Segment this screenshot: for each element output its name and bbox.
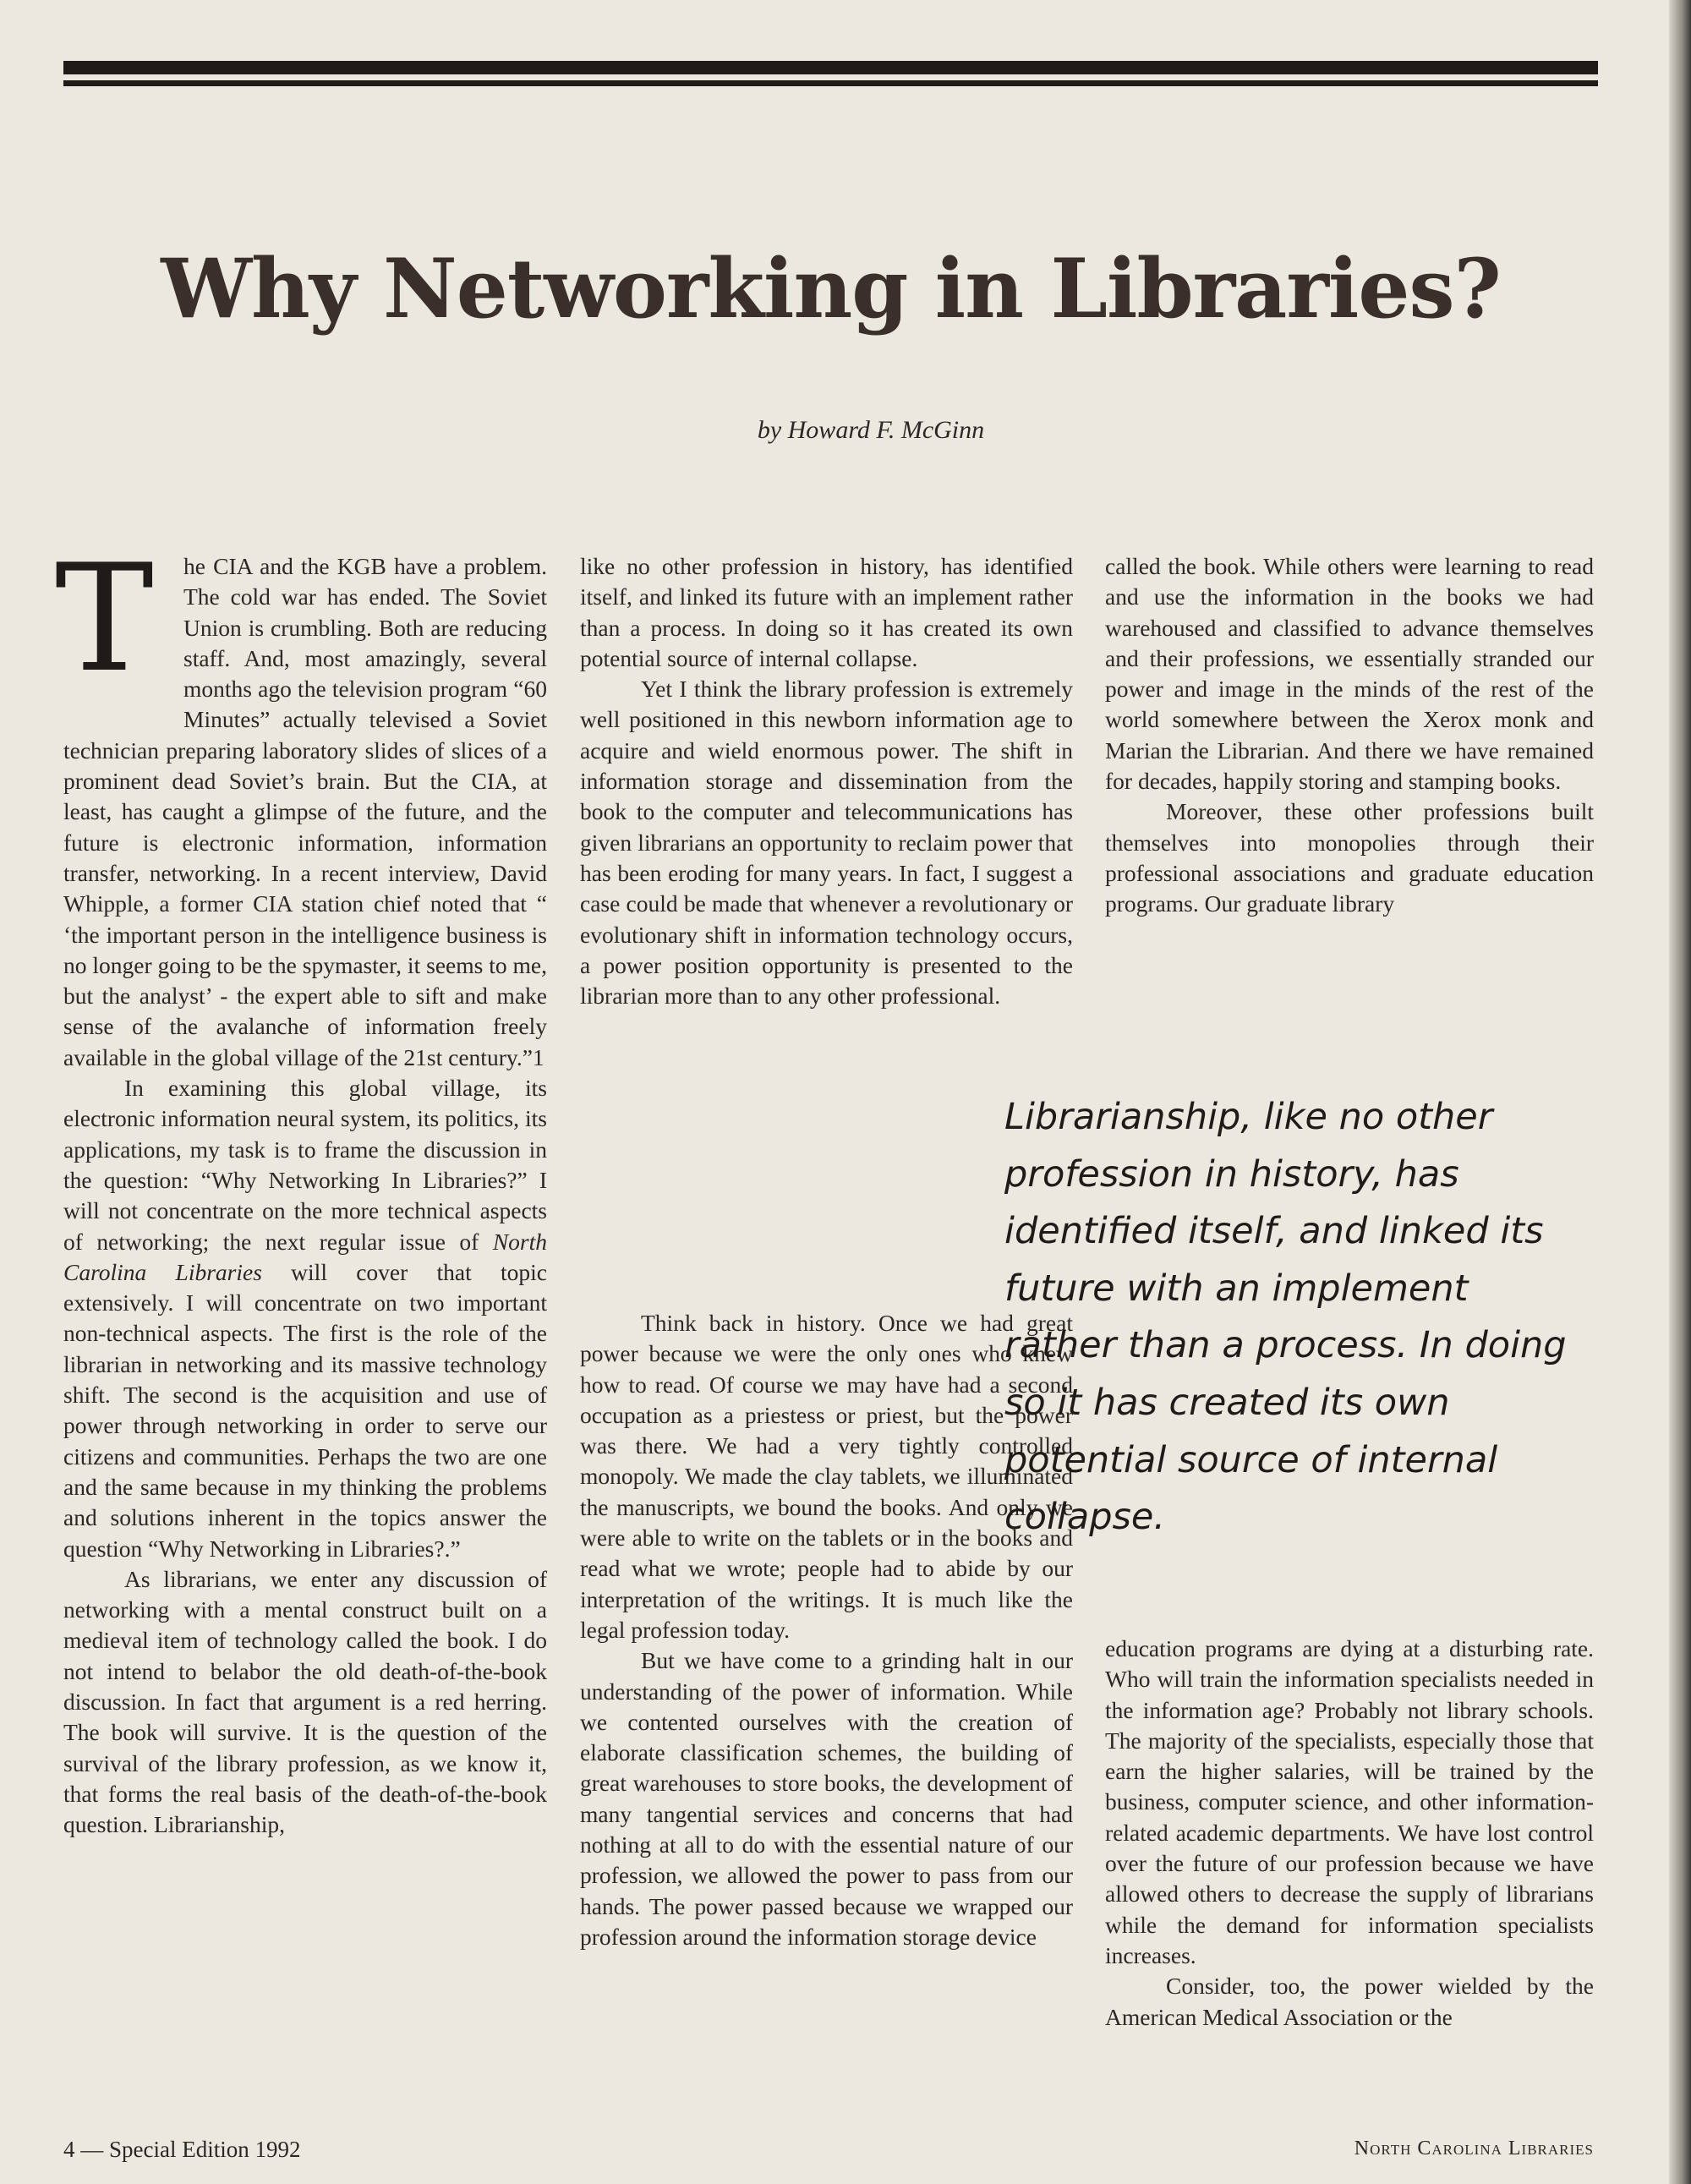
column-2-bottom: [580, 1308, 1073, 2107]
column-1: [55, 534, 547, 2107]
paragraph: Yet I think the library profession is extremely well positioned in this newborn information age to acquire and wield enormous power. The shift in information storage and dissemination from the book to the computer and telecommunications has given librarians an opportunity to reclaim power that has been eroding for many years. In fact, I suggest a case could be made that whenever a revolutionary or evolutionary shift in information technology occurs, a power position opportunity is presented to the librarian more than to any other professional.: [580, 676, 1073, 1010]
column-3-top: [1105, 551, 1594, 983]
paragraph: [55, 534, 547, 1073]
paragraph: Consider, too, the power wielded by the American Medical Association or the: [1105, 1973, 1594, 2030]
paragraph: education programs are dying at a disturbing rate. Who will train the information specialists needed in the information age? Probably not library schools. The majority of the specialists, especially those that earn the higher salaries, will be trained by the business, computer science, and other information-related academic departments. We have lost control over the future of our profession because we have allowed others to decrease the supply of librarians while the demand for information specialists increases.: [1105, 1635, 1594, 1968]
page-edge: [1669, 0, 1691, 2184]
header-rule-thick: [63, 61, 1598, 74]
article-title: Why Networking in Libraries?: [161, 241, 1501, 337]
paragraph: But we have come to a grinding halt in our understanding of the power of information. While we contented ourselves with the creation of elaborate classification schemes, the building of great warehouses to store books, the development of many tangential services and concerns that had nothing at all to do with the essential nature of our profession, we allowed the power to pass from our hands. The power passed because we wrapped our profession around the information storage device: [580, 1647, 1073, 1950]
header-rule-thin: [63, 80, 1598, 86]
footer-publication: North Carolina Libraries: [1354, 2137, 1594, 2159]
column-3-bottom: [1105, 1634, 1594, 2107]
article-byline: by Howard F. McGinn: [757, 416, 985, 444]
paragraph: Think back in history. Once we had great power because we were the only ones who knew how to read. Of course we may have had a second occupation as a priestess or priest, but the power was there. We had a very tightly controlled monopoly. We made the clay tablets, we illuminated the manuscripts, we bound the books. And only we were able to write on the tablets or in the books and read what we wrote; people had to abide by our interpretation of the writings. It is much like the legal profession today.: [580, 1310, 1073, 1643]
paragraph-text: will cover that topic extensively. I will concentrate on two important non-technical aspects. The first is the role of the librarian in networking and its massive technology shift. The second is the acquisition and use of power through networking in order to serve our citizens and communities. Perhaps the two are one and the same because in my thinking the problems and solutions inherent in the topics answer the question “Why Networking in Libraries?.”: [63, 1258, 547, 1562]
paragraph: As librarians, we enter any discussion of networking with a mental construct built on a medieval item of technology called the book. I do not intend to belabor the old death-of-the-book discussion. In fact that argument is a red herring. The book will survive. It is the question of the survival of the library profession, as we know it, that forms the real basis of the death-of-the-book question. Librarianship,: [63, 1565, 547, 1838]
paragraph: Moreover, these other professions built themselves into monopolies through their professional associations and graduate education programs. Our graduate library: [1105, 798, 1594, 917]
footer-page-info: 4 — Special Edition 1992: [63, 2137, 301, 2162]
publication-name: North Carolina Libraries: [63, 1228, 547, 1285]
paragraph-text: In examining this global village, its electronic information neural system, its politics, its applications, my task is to frame the discussion in the question: “Why Networking In Libraries?” I will not concentrate on the more technical aspects of networking; the next regular issue of: [63, 1075, 547, 1255]
drop-cap: T: [55, 534, 154, 705]
paragraph-text: he CIA and the KGB have a problem. The cold war has ended. The Soviet Union is crumbling. Both are reducing staff. And, most amazingly, several months ago the television program “60 Minutes” actually televised a Soviet technician preparing laboratory slides of slices of a prominent dead Soviet’s brain. But the CIA, at least, has caught a glimpse of the future, and the future is electronic information, information transfer, networking. In a recent interview, David Whipple, a former CIA station chief noted that “ ‘the important person in the intelligence business is no longer going to be the spymaster, it seems to me, but the analyst’ - the expert able to sift and make sense of the avalanche of information freely available in the global village of the 21st century.”1: [63, 553, 547, 1070]
paragraph: called the book. While others were learning to read and use the information in the books we had warehoused and classified to advance themselves and their professions, we essentially stranded our power and image in the minds of the rest of the world somewhere between the Xerox monk and Marian the Librarian. And there we have remained for decades, happily storing and stamping books.: [1105, 553, 1594, 795]
column-2-top: [580, 551, 1073, 1211]
paragraph: like no other profession in history, has identified itself, and linked its future with an implement rather than a process. In doing so it has created its own potential source of internal collapse.: [580, 553, 1073, 671]
paragraph: [63, 1073, 547, 1564]
pull-quote: Librarianship, like no other profession in history, has identified itself, and linked its future with an implement rather than a process. In doing so it has created its own potential source of internal collapse.: [1004, 1096, 1567, 1539]
